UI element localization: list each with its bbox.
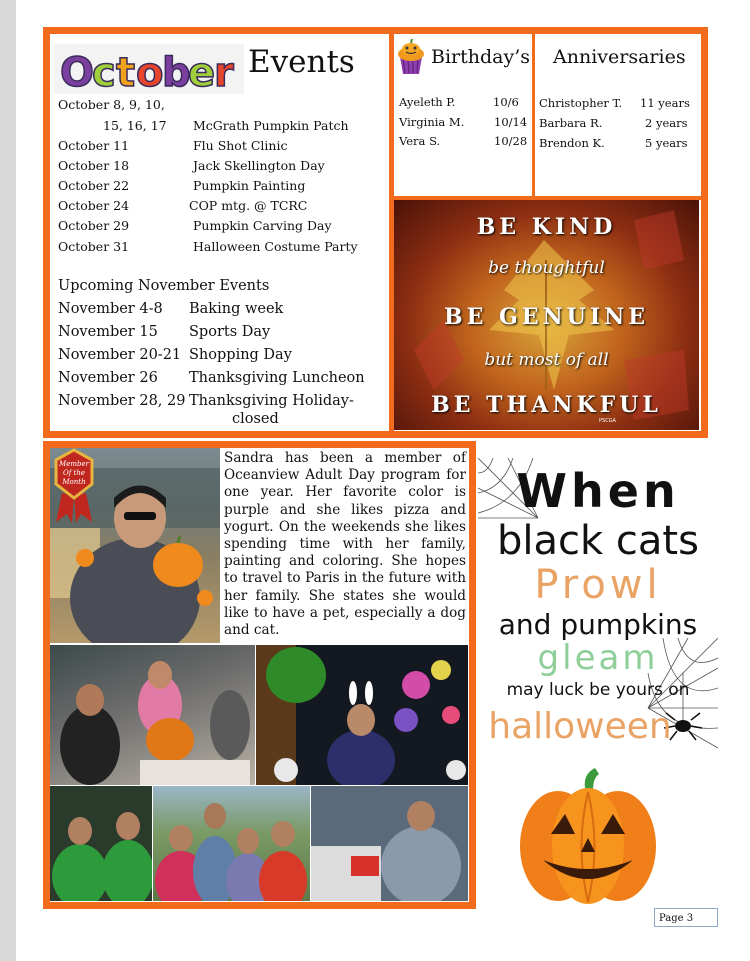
october-event-date: October 18 (58, 158, 130, 173)
october-event-date: October 31 (58, 239, 130, 254)
birthday-name: Vera S. (399, 134, 441, 148)
birthday-date: 10/28 (494, 134, 528, 148)
october-event-name: Jack Skellington Day (193, 158, 325, 173)
october-event-name: Pumpkin Painting (193, 178, 306, 193)
anniversary-years: 2 years (645, 116, 688, 130)
svg-text:O: O (60, 50, 95, 94)
left-margin-bar (0, 0, 16, 961)
photo-group-outdoors (153, 786, 310, 901)
anniversary-years: 5 years (645, 136, 688, 150)
anniversaries-title: Anniversaries (553, 46, 686, 68)
quote-credit: PSCGA (599, 418, 616, 424)
november-event-name: Baking week (189, 301, 284, 317)
quote-line-1: BE KIND (476, 214, 617, 240)
poem-line-2: black cats (497, 518, 699, 564)
member-bio: Sandra has been a member of Oceanview Adult Day program for one year. Her favorite color is purple and she likes pizza and yogurt. On the weekends she likes spending time with her family, painting and coloring. She hopes to travel to Paris in the future with her family. She states she would like to have a pet, especially a dog and cat. (224, 450, 466, 639)
october-event-name: McGrath Pumpkin Patch (193, 118, 349, 133)
november-event-name: closed (232, 411, 279, 427)
svg-text:e: e (188, 50, 216, 94)
november-event-name: Thanksgiving Holiday- (189, 393, 354, 409)
photo-green-shirts (50, 786, 152, 901)
poem-line-6: may luck be yours on (506, 680, 690, 700)
birthday-name: Ayeleth P. (399, 95, 456, 109)
november-event-date: November 4-8 (58, 301, 163, 317)
poem-line-4: and pumpkins (498, 608, 698, 641)
october-event-name: COP mtg. @ TCRC (189, 198, 308, 213)
october-event-name: Flu Shot Clinic (193, 138, 288, 153)
jack-o-lantern-icon (513, 766, 663, 906)
svg-text:r: r (214, 50, 234, 94)
anniversary-name: Christopher T. (539, 96, 623, 110)
october-event-date: 15, 16, 17 (103, 118, 167, 133)
october-event-date: October 11 (58, 138, 130, 153)
cupcake-icon (396, 39, 426, 75)
november-heading: Upcoming November Events (58, 278, 270, 294)
october-event-date: October 8, 9, 10, (58, 97, 165, 112)
halloween-poem-graphic (478, 458, 718, 768)
page-number: Page 3 (654, 908, 718, 927)
quote-line-5: BE THANKFUL (431, 392, 662, 418)
svg-text:b: b (162, 50, 191, 94)
birthdays-title: Birthday’s (431, 46, 531, 68)
october-event-name: Pumpkin Carving Day (193, 218, 332, 233)
birthday-name: Virginia M. (399, 115, 465, 129)
birthday-date: 10/6 (493, 95, 519, 109)
events-title: Events (248, 44, 355, 80)
november-event-date: November 26 (58, 370, 158, 386)
october-event-date: October 24 (58, 198, 130, 213)
poem-line-5: gleam (537, 638, 659, 678)
photo-pumpkin-carving (50, 645, 255, 785)
november-event-date: November 15 (58, 324, 158, 340)
badge-line-3: Month (62, 478, 86, 486)
badge-line-1: Member (59, 460, 89, 468)
poem-line-7: halloween (488, 706, 672, 747)
quote-line-2: be thoughtful (488, 258, 605, 278)
svg-text:c: c (92, 50, 116, 94)
member-photo-pumpkin (50, 448, 220, 643)
badge-line-2: Of the (62, 469, 86, 477)
november-event-name: Shopping Day (189, 347, 292, 363)
november-event-name: Thanksgiving Luncheon (189, 370, 365, 386)
october-logo (54, 44, 244, 94)
quote-line-3: BE GENUINE (443, 304, 650, 330)
poem-line-3: Prowl (534, 562, 662, 608)
november-event-date: November 20-21 (58, 347, 182, 363)
october-event-date: October 29 (58, 218, 130, 233)
celebrations-divider (532, 34, 535, 198)
november-event-date: November 28, 29 (58, 393, 186, 409)
photo-bunny-ears (256, 645, 468, 785)
poem-line-1: When (516, 464, 680, 518)
photo-painting (311, 786, 468, 901)
october-event-name: Halloween Costume Party (193, 239, 358, 254)
member-of-month-badge (52, 448, 96, 523)
october-event-date: October 22 (58, 178, 130, 193)
november-event-name: Sports Day (189, 324, 271, 340)
anniversary-name: Brendon K. (539, 136, 605, 150)
quote-line-4: but most of all (484, 350, 609, 370)
anniversary-name: Barbara R. (539, 116, 603, 130)
anniversary-years: 11 years (640, 96, 690, 110)
svg-text:o: o (136, 50, 164, 94)
birthday-date: 10/14 (494, 115, 528, 129)
svg-text:t: t (116, 50, 136, 94)
be-kind-quote-image (394, 200, 699, 430)
